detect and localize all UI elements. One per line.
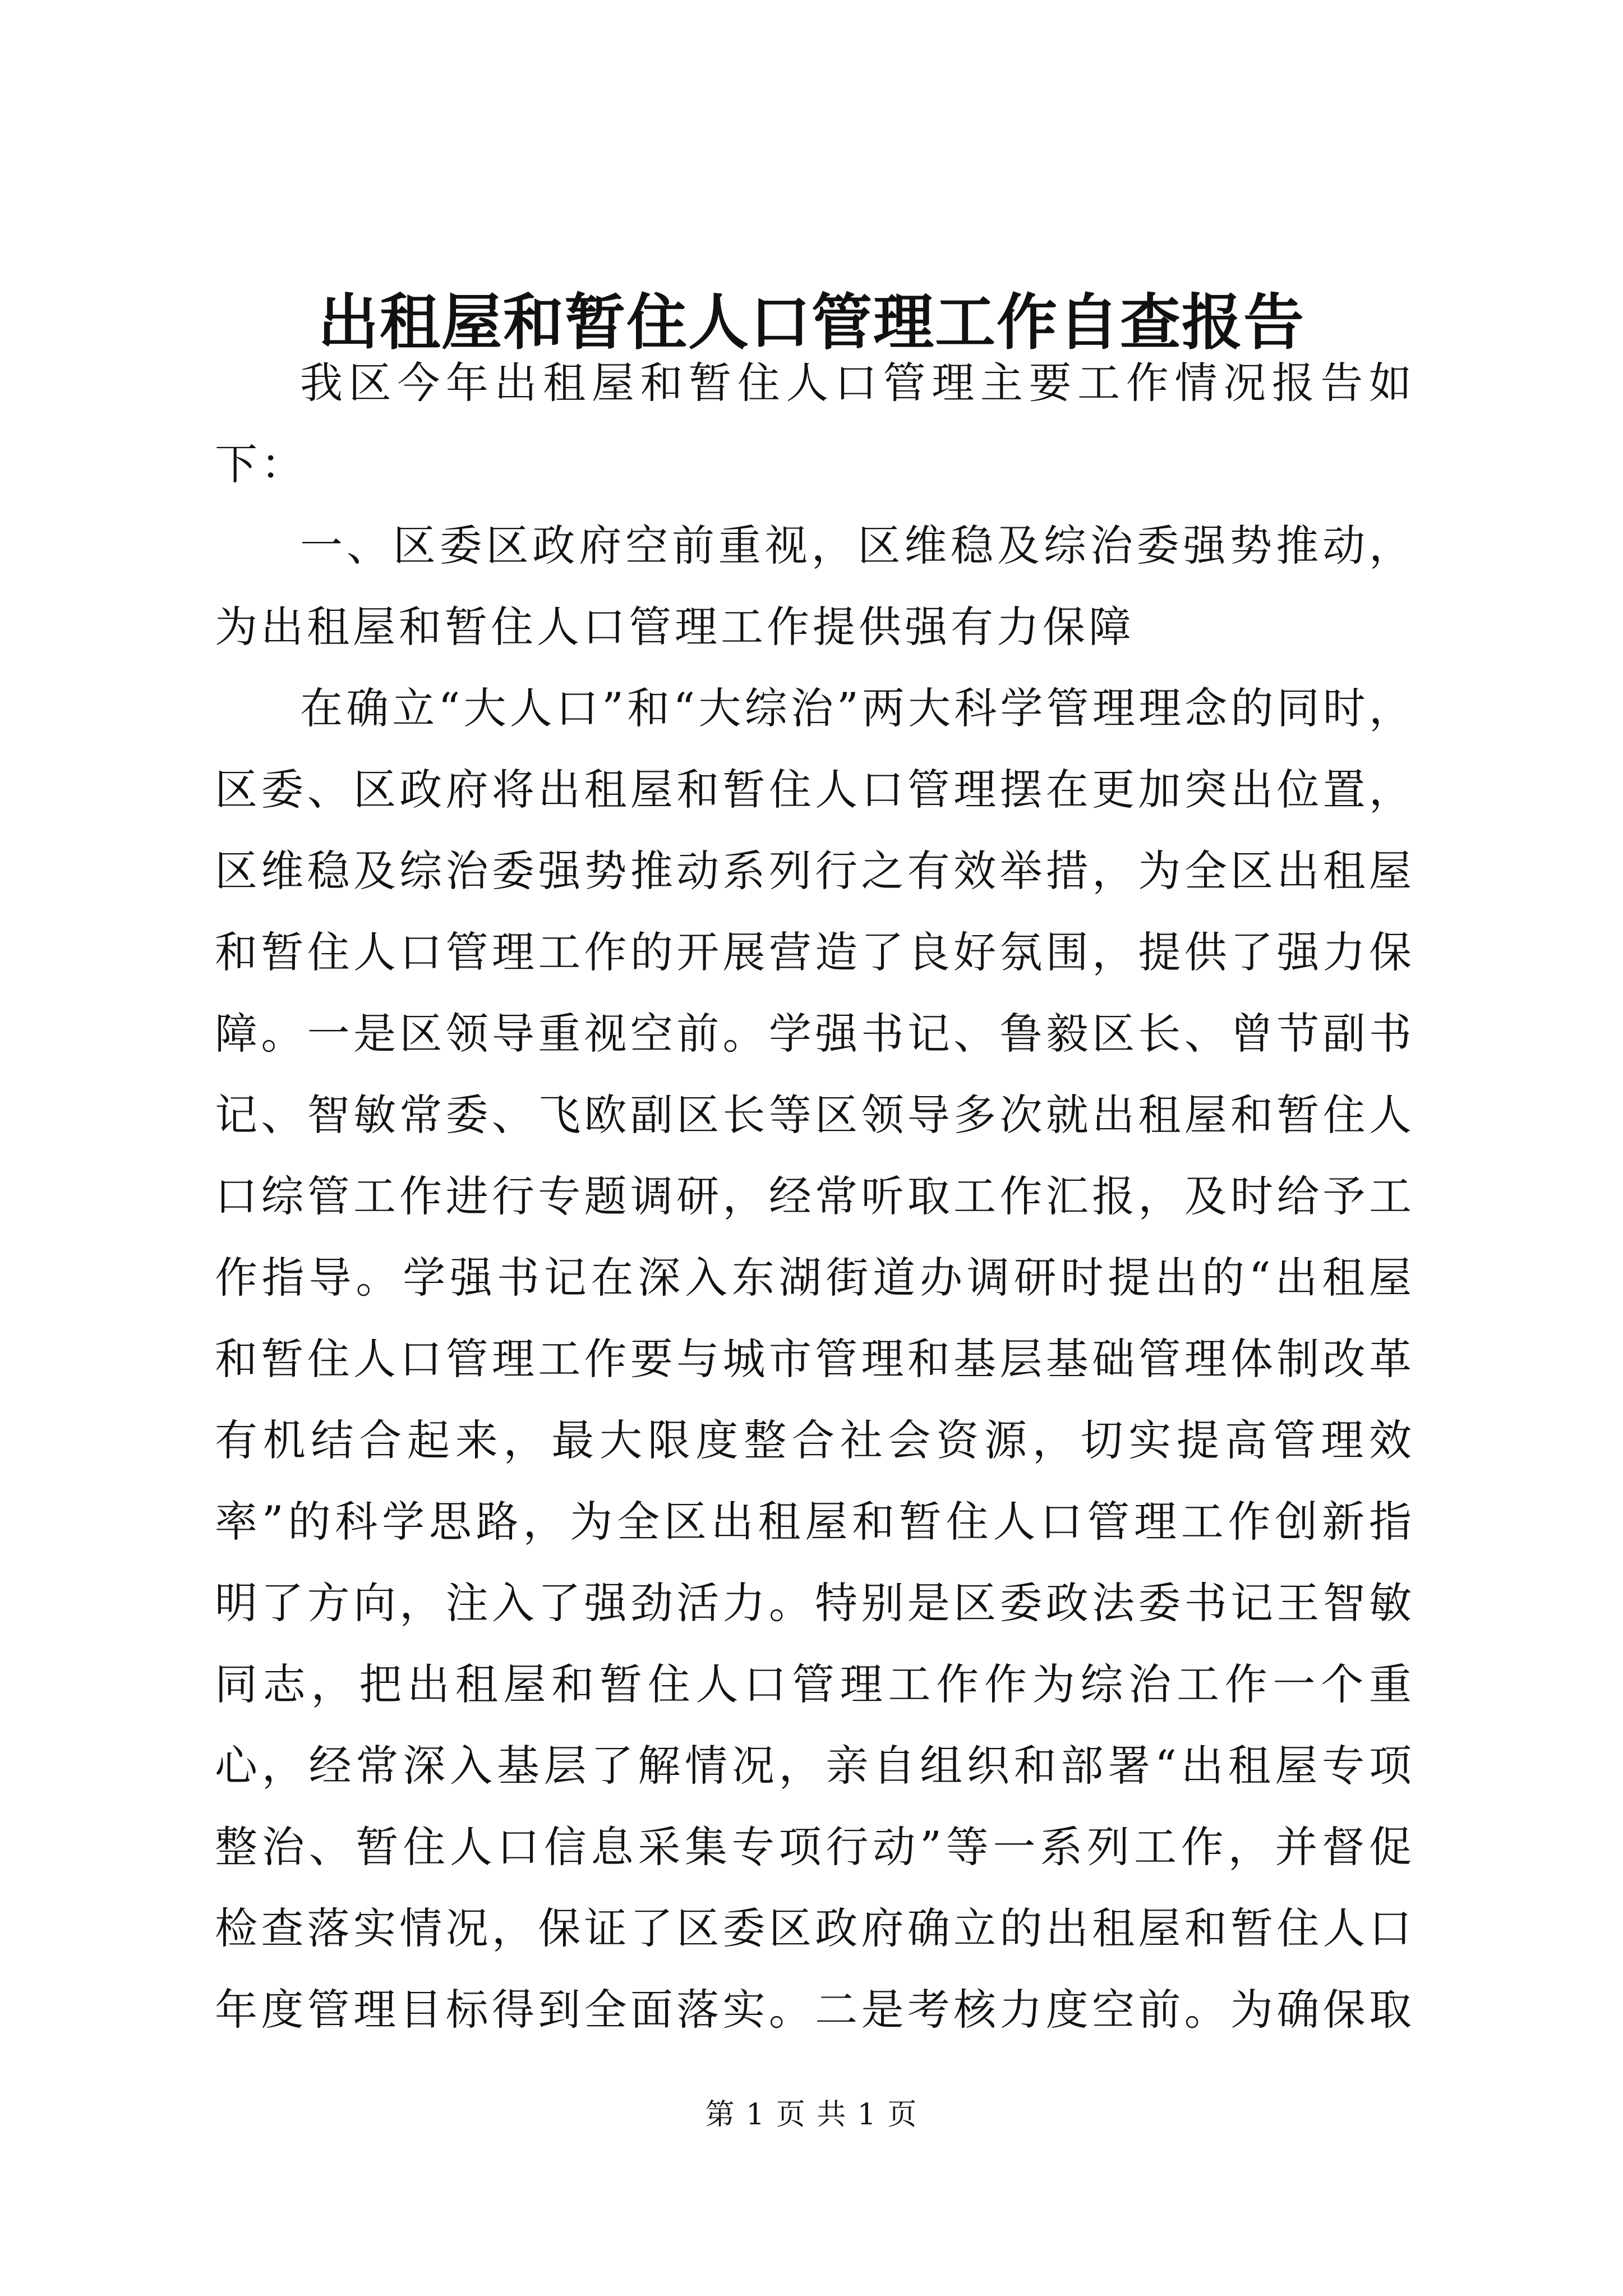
section-heading: 一、区委区政府空前重视，区维稳及综治委强势推动，为出租屋和暂住人口管理工作提供强有力保障: [215, 521, 1415, 652]
intro-paragraph: 我区今年出租屋和暂住人口管理主要工作情况报告如下：: [215, 358, 1415, 489]
page-footer: 第 1 页 共 1 页: [705, 2098, 918, 2132]
document-title: 出租屋和暂住人口管理工作自查报告: [317, 287, 1305, 358]
body-paragraph: 在确立“大人口”和“大综治”两大科学管理理念的同时，区委、区政府将出租屋和暂住人口管理摆在更加突出位置，区维稳及综治委强势推动系列行之有效举措，为全区出租屋和暂住人口管理工作的开展营造了良好氛围，提供了强力保障。一是区领导重视空前。学强书记、鲁毅区长、曾节副书记、智敏常委、飞欧副区长等区领导多次就出租屋和暂住人口综管工作进行专题调研，经常听取工作汇报，及时给予工作指导。学强书记在深入东湖街道办调研时提出的“出租屋和暂住人口管理工作要与城市管理和基层基础管理体制改革有机结合起来，最大限度整合社会资源，切实提高管理效率”的科学思路，为全区出租屋和暂住人口管理工作创新指明了方向，注入了强劲活力。特别是区委政法委书记王智敏同志，把出租屋和暂住人口管理工作作为综治工作一个重心，经常深入基层了解情况，亲自组织和部署“出租屋专项整治、暂住人口信息采集专项行动”等一系列工作，并督促检查落实情况，保证了区委区政府确立的出租屋和暂住人口年度管理目标得到全面落实。二是考核力度空前。为确保取: [215, 683, 1415, 2035]
document-body: [215, 342, 1415, 2059]
